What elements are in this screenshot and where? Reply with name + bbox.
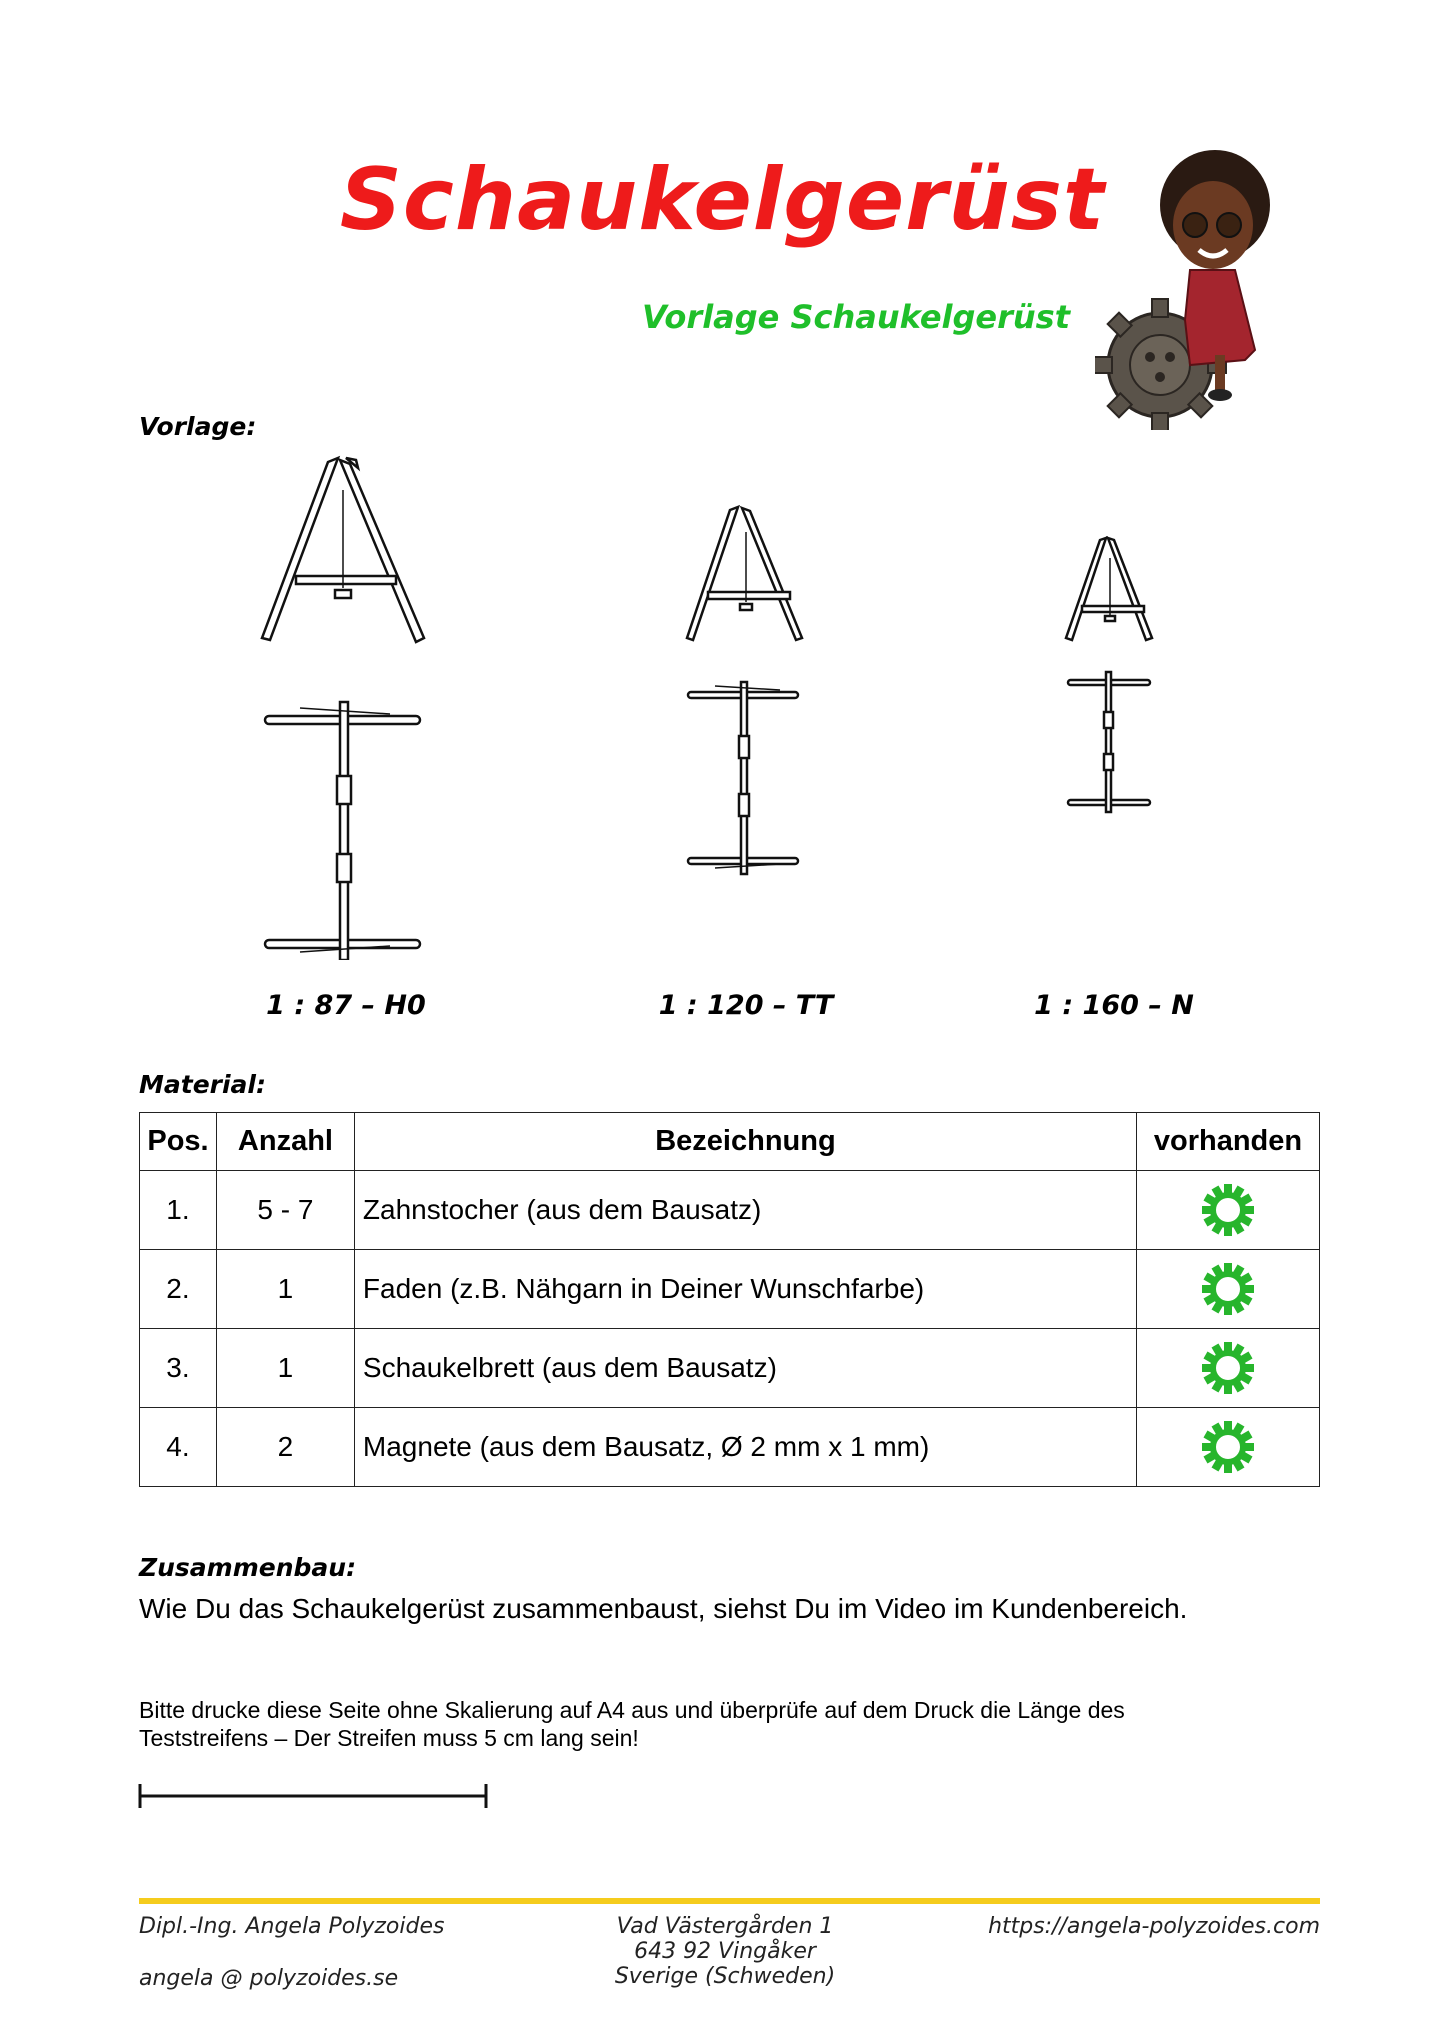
header-bezeichnung: Bezeichnung <box>354 1113 1136 1171</box>
scale-label-n: 1 : 160 – N <box>1034 990 1194 1021</box>
assembly-text: Wie Du das Schaukelgerüst zusammenbaust, siehst Du im Video im Kundenbereich. <box>139 1593 1188 1624</box>
cell-anzahl: 5 - 7 <box>216 1171 354 1250</box>
cell-pos: 2. <box>140 1250 217 1329</box>
cell-anzahl: 2 <box>216 1408 354 1487</box>
swing-front-view-n <box>1066 538 1152 640</box>
footer-address <box>560 1914 890 1989</box>
address-line3: Sverige (Schweden) <box>614 1964 836 1989</box>
table-row <box>140 1171 1320 1250</box>
section-vorlage: Vorlage: <box>139 412 257 441</box>
test-strip <box>138 1782 494 1810</box>
cell-bezeichnung: Faden (z.B. Nähgarn in Deiner Wunschfarbe) <box>354 1250 1136 1329</box>
address-line2: 643 92 Vingåker <box>634 1939 816 1964</box>
footer-email[interactable]: angela @ polyzoides.se <box>139 1966 399 1991</box>
print-note-line2: Teststreifens – Der Streifen muss 5 cm lang sein! <box>139 1725 639 1751</box>
cell-vorhanden <box>1137 1171 1320 1250</box>
footer-website-link[interactable]: https://angela-polyzoides.com <box>988 1914 1320 1939</box>
cell-pos: 1. <box>140 1171 217 1250</box>
swing-templates-drawing <box>0 440 1445 960</box>
swing-top-view-n <box>1068 672 1150 812</box>
table-row <box>140 1250 1320 1329</box>
swing-top-view-tt <box>688 682 798 874</box>
cell-anzahl: 1 <box>216 1250 354 1329</box>
section-zusammenbau: Zusammenbau: <box>139 1553 357 1582</box>
print-note-line1: Bitte drucke diese Seite ohne Skalierung auf A4 aus und überprüfe auf dem Druck die Länge des <box>139 1697 1125 1723</box>
address-line1: Vad Västergården 1 <box>616 1914 834 1939</box>
cell-bezeichnung: Zahnstocher (aus dem Bausatz) <box>354 1171 1136 1250</box>
cell-pos: 3. <box>140 1329 217 1408</box>
footer-divider <box>139 1898 1320 1904</box>
table-row <box>140 1329 1320 1408</box>
header-pos: Pos. <box>140 1113 217 1171</box>
print-note <box>139 1696 1239 1752</box>
cell-pos: 4. <box>140 1408 217 1487</box>
cell-anzahl: 1 <box>216 1329 354 1408</box>
swing-front-view-h0 <box>262 458 424 642</box>
scale-label-h0: 1 : 87 – H0 <box>266 990 426 1021</box>
cell-vorhanden <box>1137 1329 1320 1408</box>
cell-bezeichnung: Magnete (aus dem Bausatz, Ø 2 mm x 1 mm) <box>354 1408 1136 1487</box>
table-row <box>140 1408 1320 1487</box>
cell-vorhanden <box>1137 1250 1320 1329</box>
swing-top-view-h0 <box>265 702 420 960</box>
page-subtitle: Vorlage Schaukelgerüst <box>641 298 1070 336</box>
mascot-illustration <box>1095 150 1295 430</box>
header-anzahl: Anzahl <box>216 1113 354 1171</box>
footer-name: Dipl.-Ing. Angela Polyzoides <box>139 1914 445 1939</box>
gear-icon[interactable] <box>1200 1192 1256 1223</box>
header-vorhanden: vorhanden <box>1137 1113 1320 1171</box>
gear-icon[interactable] <box>1200 1271 1256 1302</box>
table-header-row <box>140 1113 1320 1171</box>
swing-front-view-tt <box>687 507 802 640</box>
page-title: Schaukelgerüst <box>339 150 1106 250</box>
gear-icon[interactable] <box>1200 1429 1256 1460</box>
material-table <box>139 1112 1320 1487</box>
gear-icon[interactable] <box>1200 1350 1256 1381</box>
section-material: Material: <box>139 1070 266 1099</box>
cell-bezeichnung: Schaukelbrett (aus dem Bausatz) <box>354 1329 1136 1408</box>
scale-label-tt: 1 : 120 – TT <box>658 990 834 1021</box>
cell-vorhanden <box>1137 1408 1320 1487</box>
